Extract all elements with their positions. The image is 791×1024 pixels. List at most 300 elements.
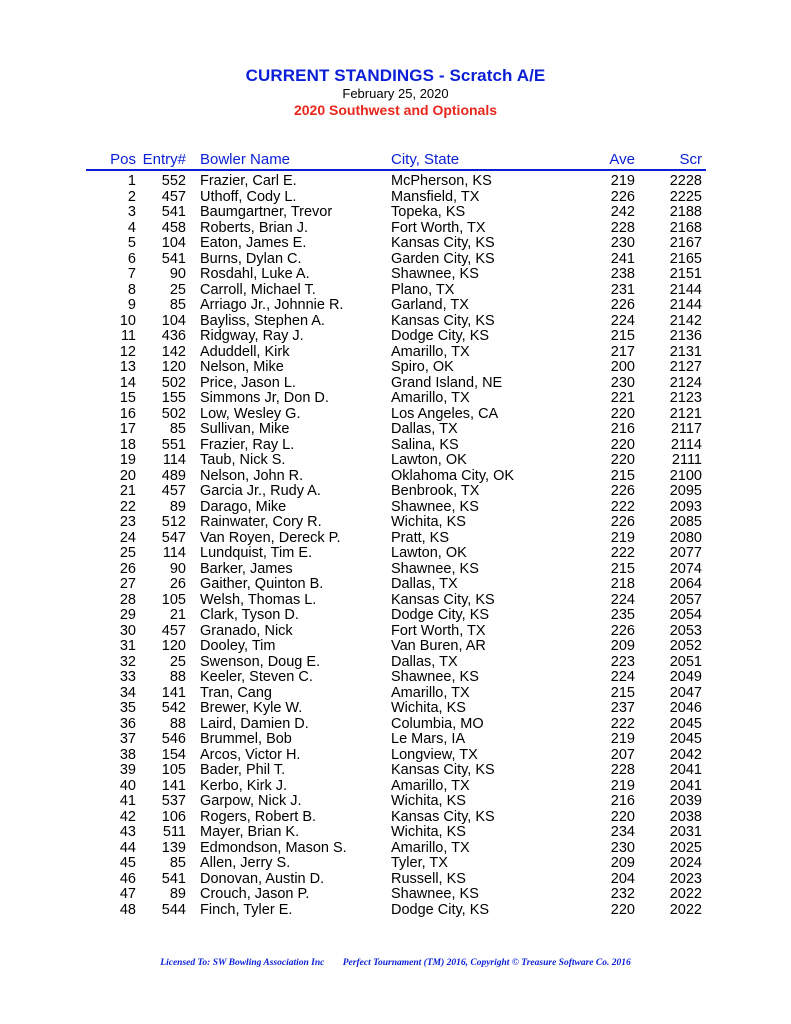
- row-city-state: Tyler, TX: [391, 855, 448, 871]
- row-city-state: Amarillo, TX: [391, 343, 470, 360]
- row-city-state: Amarillo, TX: [391, 390, 470, 406]
- row-scr: 2136: [669, 328, 702, 344]
- row-ave: 215: [610, 684, 635, 701]
- row-ave: 215: [610, 560, 635, 577]
- row-scr: 2117: [670, 421, 702, 437]
- row-entry: 114: [162, 545, 186, 561]
- row-ave: 218: [610, 576, 635, 592]
- row-entry: 105: [161, 591, 186, 608]
- row-ave: 235: [610, 607, 635, 623]
- row-ave: 216: [610, 793, 635, 809]
- row-city-state: Grand Island, NE: [391, 374, 503, 391]
- row-pos: 4: [127, 219, 136, 236]
- row-city-state: Longview, TX: [391, 746, 478, 763]
- header-scr: Scr: [679, 151, 702, 168]
- table-row: [0, 391, 791, 407]
- row-bowler-name: Taub, Nick S.: [200, 452, 286, 468]
- table-row: [0, 903, 791, 919]
- row-scr: 2123: [669, 390, 702, 406]
- row-city-state: Oklahoma City, OK: [391, 467, 515, 484]
- row-bowler-name: Aduddell, Kirk: [200, 343, 290, 360]
- row-city-state: Amarillo, TX: [391, 839, 470, 856]
- row-entry: 120: [161, 359, 186, 375]
- row-pos: 8: [127, 281, 136, 298]
- row-scr: 2022: [669, 886, 702, 902]
- table-row: [0, 763, 791, 779]
- row-ave: 221: [610, 390, 635, 406]
- row-ave: 220: [610, 405, 635, 422]
- row-bowler-name: Bader, Phil T.: [200, 762, 286, 778]
- row-pos: 2: [127, 188, 136, 205]
- row-city-state: Amarillo, TX: [391, 684, 470, 701]
- row-city-state: Mansfield, TX: [391, 188, 480, 205]
- row-scr: 2025: [669, 839, 702, 856]
- table-row: [0, 655, 791, 671]
- row-city-state: Spiro, OK: [391, 359, 454, 375]
- row-bowler-name: Price, Jason L.: [200, 374, 296, 391]
- row-bowler-name: Garpow, Nick J.: [200, 793, 302, 809]
- row-pos: 21: [119, 483, 136, 499]
- row-scr: 2188: [669, 204, 702, 220]
- row-city-state: Fort Worth, TX: [391, 219, 486, 236]
- row-pos: 38: [119, 746, 136, 763]
- row-scr: 2041: [669, 762, 702, 778]
- table-row: [0, 608, 791, 624]
- row-entry: 512: [161, 514, 186, 530]
- row-scr: 2064: [669, 576, 702, 592]
- row-ave: 230: [610, 374, 635, 391]
- table-row: [0, 469, 791, 485]
- row-scr: 2144: [669, 297, 702, 313]
- row-ave: 222: [610, 498, 635, 515]
- row-ave: 215: [610, 328, 635, 344]
- row-entry: 120: [161, 638, 186, 654]
- table-row: [0, 639, 791, 655]
- row-entry: 142: [161, 343, 186, 360]
- row-city-state: Shawnee, KS: [391, 498, 479, 515]
- row-bowler-name: Frazier, Ray L.: [200, 436, 295, 453]
- table-row: [0, 407, 791, 423]
- row-bowler-name: Finch, Tyler E.: [200, 901, 293, 918]
- row-bowler-name: Simmons Jr, Don D.: [200, 390, 329, 406]
- row-scr: 2057: [669, 591, 702, 608]
- row-bowler-name: Rosdahl, Luke A.: [200, 266, 310, 282]
- row-pos: 12: [119, 343, 136, 360]
- row-entry: 89: [169, 886, 186, 902]
- row-bowler-name: Crouch, Jason P.: [200, 886, 310, 902]
- row-pos: 45: [119, 855, 136, 871]
- table-row: [0, 515, 791, 531]
- row-bowler-name: Brewer, Kyle W.: [200, 700, 303, 716]
- row-ave: 238: [610, 266, 635, 282]
- table-row: [0, 856, 791, 872]
- row-pos: 13: [119, 359, 136, 375]
- table-row: [0, 562, 791, 578]
- row-bowler-name: Rainwater, Cory R.: [200, 514, 322, 530]
- row-scr: 2039: [669, 793, 702, 809]
- row-entry: 104: [161, 235, 186, 251]
- table-row: [0, 670, 791, 686]
- row-scr: 2165: [669, 250, 702, 267]
- row-bowler-name: Arriago Jr., Johnnie R.: [200, 297, 344, 313]
- report-date: February 25, 2020: [342, 86, 449, 101]
- row-ave: 223: [610, 653, 635, 670]
- row-scr: 2024: [669, 855, 702, 871]
- row-pos: 1: [127, 173, 136, 189]
- row-entry: 537: [161, 793, 186, 809]
- row-entry: 552: [161, 173, 186, 189]
- table-row: [0, 624, 791, 640]
- row-city-state: Shawnee, KS: [391, 560, 479, 577]
- row-scr: 2051: [669, 653, 702, 670]
- table-row: [0, 190, 791, 206]
- row-pos: 23: [119, 514, 136, 530]
- row-entry: 21: [169, 607, 186, 623]
- row-scr: 2038: [669, 808, 702, 825]
- row-scr: 2168: [669, 219, 702, 236]
- row-city-state: Salina, KS: [391, 436, 459, 453]
- row-pos: 9: [127, 297, 136, 313]
- row-entry: 90: [169, 266, 186, 282]
- standings-table: [0, 174, 791, 918]
- row-ave: 224: [610, 312, 635, 329]
- row-scr: 2031: [669, 824, 702, 840]
- row-bowler-name: Uthoff, Cody L.: [200, 188, 297, 205]
- row-entry: 85: [169, 421, 186, 437]
- row-entry: 542: [161, 700, 186, 716]
- table-row: [0, 577, 791, 593]
- row-ave: 220: [610, 436, 635, 453]
- row-ave: 226: [610, 188, 635, 205]
- row-pos: 35: [119, 700, 136, 716]
- row-pos: 33: [119, 669, 136, 685]
- row-city-state: Columbia, MO: [391, 715, 484, 732]
- row-ave: 216: [610, 421, 635, 437]
- row-bowler-name: Barker, James: [200, 560, 293, 577]
- row-bowler-name: Arcos, Victor H.: [200, 746, 301, 763]
- row-entry: 541: [161, 204, 186, 220]
- table-row: [0, 546, 791, 562]
- row-bowler-name: Gaither, Quinton B.: [200, 576, 324, 592]
- page-subtitle: 2020 Southwest and Optionals: [293, 102, 498, 118]
- row-entry: 141: [161, 777, 186, 794]
- row-city-state: Topeka, KS: [391, 204, 466, 220]
- row-city-state: Russell, KS: [391, 870, 466, 887]
- row-scr: 2080: [669, 529, 702, 546]
- row-bowler-name: Nelson, Mike: [200, 359, 284, 375]
- row-city-state: Kansas City, KS: [391, 312, 495, 329]
- table-row: [0, 500, 791, 516]
- row-city-state: Lawton, OK: [391, 545, 467, 561]
- row-city-state: Kansas City, KS: [391, 808, 495, 825]
- row-pos: 27: [119, 576, 136, 592]
- row-entry: 141: [161, 684, 186, 701]
- table-row: [0, 252, 791, 268]
- table-row: [0, 438, 791, 454]
- row-city-state: Benbrook, TX: [391, 483, 480, 499]
- table-row: [0, 701, 791, 717]
- row-city-state: Garland, TX: [391, 297, 469, 313]
- row-entry: 457: [161, 188, 186, 205]
- row-ave: 209: [610, 855, 635, 871]
- row-bowler-name: Allen, Jerry S.: [200, 855, 291, 871]
- row-bowler-name: Brummel, Bob: [200, 731, 292, 747]
- header-bowler-name: Bowler Name: [200, 151, 291, 168]
- header-divider: [86, 169, 706, 171]
- row-bowler-name: Carroll, Michael T.: [200, 281, 316, 298]
- row-entry: 544: [161, 901, 186, 918]
- row-city-state: Wichita, KS: [391, 824, 466, 840]
- row-ave: 220: [610, 808, 635, 825]
- row-ave: 215: [610, 467, 635, 484]
- row-ave: 200: [610, 359, 635, 375]
- row-city-state: Dallas, TX: [391, 653, 458, 670]
- row-scr: 2042: [669, 746, 702, 763]
- table-row: [0, 174, 791, 190]
- row-bowler-name: Dooley, Tim: [200, 638, 276, 654]
- table-row: [0, 841, 791, 857]
- row-scr: 2131: [669, 343, 702, 360]
- row-scr: 2077: [669, 545, 702, 561]
- row-city-state: Shawnee, KS: [391, 886, 479, 902]
- row-ave: 228: [610, 762, 635, 778]
- row-pos: 48: [119, 901, 136, 918]
- row-pos: 46: [119, 870, 136, 887]
- row-ave: 242: [610, 204, 635, 220]
- row-scr: 2151: [669, 266, 702, 282]
- row-entry: 155: [161, 390, 186, 406]
- table-row: [0, 732, 791, 748]
- row-pos: 26: [119, 560, 136, 577]
- row-city-state: Garden City, KS: [391, 250, 495, 267]
- table-row: [0, 484, 791, 500]
- table-row: [0, 360, 791, 376]
- row-pos: 41: [119, 793, 136, 809]
- row-entry: 457: [161, 483, 186, 499]
- row-entry: 26: [169, 576, 186, 592]
- row-city-state: Lawton, OK: [391, 452, 467, 468]
- header-pos: Pos: [110, 151, 136, 168]
- row-entry: 489: [161, 467, 186, 484]
- row-bowler-name: Granado, Nick: [200, 622, 293, 639]
- row-pos: 11: [120, 328, 136, 344]
- row-bowler-name: Nelson, John R.: [200, 467, 304, 484]
- row-bowler-name: Keeler, Steven C.: [200, 669, 313, 685]
- row-bowler-name: Clark, Tyson D.: [200, 607, 299, 623]
- row-scr: 2045: [669, 715, 702, 732]
- row-ave: 219: [610, 731, 635, 747]
- footer-copyright: Perfect Tournament (TM) 2016, Copyright © Treasure Software Co. 2016: [342, 958, 631, 968]
- table-row: [0, 686, 791, 702]
- row-entry: 547: [161, 529, 186, 546]
- row-pos: 19: [119, 452, 136, 468]
- table-row: [0, 872, 791, 888]
- row-pos: 24: [119, 529, 136, 546]
- row-city-state: Kansas City, KS: [391, 235, 495, 251]
- row-scr: 2023: [669, 870, 702, 887]
- table-row: [0, 236, 791, 252]
- row-scr: 2053: [669, 622, 702, 639]
- row-entry: 114: [162, 452, 186, 468]
- row-city-state: Plano, TX: [391, 281, 455, 298]
- row-pos: 32: [119, 653, 136, 670]
- row-city-state: Dodge City, KS: [391, 328, 490, 344]
- row-scr: 2114: [670, 436, 702, 453]
- row-ave: 226: [610, 514, 635, 530]
- row-city-state: Dodge City, KS: [391, 607, 490, 623]
- row-scr: 2228: [669, 173, 702, 189]
- row-scr: 2041: [669, 777, 702, 794]
- row-city-state: Dallas, TX: [391, 421, 458, 437]
- row-ave: 220: [610, 901, 635, 918]
- row-scr: 2142: [669, 312, 702, 329]
- table-row: [0, 314, 791, 330]
- row-pos: 28: [119, 591, 136, 608]
- row-ave: 219: [610, 529, 635, 546]
- row-bowler-name: Low, Wesley G.: [200, 405, 301, 422]
- row-entry: 88: [169, 715, 186, 732]
- row-ave: 207: [610, 746, 635, 763]
- row-scr: 2111: [671, 452, 702, 468]
- row-bowler-name: Laird, Damien D.: [200, 715, 309, 732]
- row-city-state: Fort Worth, TX: [391, 622, 486, 639]
- row-pos: 36: [119, 715, 136, 732]
- row-bowler-name: Ridgway, Ray J.: [200, 328, 304, 344]
- table-row: [0, 779, 791, 795]
- footer-licensed: Licensed To: SW Bowling Association Inc: [160, 958, 325, 968]
- row-bowler-name: Darago, Mike: [200, 498, 287, 515]
- table-row: [0, 329, 791, 345]
- row-scr: 2121: [669, 405, 702, 422]
- row-city-state: Shawnee, KS: [391, 669, 479, 685]
- row-pos: 14: [119, 374, 136, 391]
- row-entry: 436: [161, 328, 186, 344]
- row-city-state: Los Angeles, CA: [391, 405, 499, 422]
- header-ave: Ave: [609, 151, 635, 168]
- table-row: [0, 825, 791, 841]
- row-scr: 2093: [669, 498, 702, 515]
- table-row: [0, 205, 791, 221]
- row-scr: 2085: [669, 514, 702, 530]
- row-pos: 25: [119, 545, 136, 561]
- row-scr: 2045: [669, 731, 702, 747]
- row-entry: 104: [161, 312, 186, 329]
- row-pos: 44: [119, 839, 136, 856]
- row-scr: 2225: [669, 188, 702, 205]
- footer: [0, 958, 791, 968]
- row-bowler-name: Edmondson, Mason S.: [200, 839, 347, 856]
- row-ave: 226: [610, 622, 635, 639]
- row-pos: 15: [119, 390, 136, 406]
- row-entry: 502: [161, 405, 186, 422]
- row-entry: 502: [161, 374, 186, 391]
- row-city-state: Dallas, TX: [391, 576, 458, 592]
- row-entry: 154: [161, 746, 186, 763]
- row-city-state: Kansas City, KS: [391, 591, 495, 608]
- row-pos: 31: [119, 638, 136, 654]
- row-entry: 25: [169, 281, 186, 298]
- row-pos: 17: [119, 421, 136, 437]
- row-city-state: Van Buren, AR: [391, 638, 486, 654]
- row-ave: 222: [610, 545, 635, 561]
- table-row: [0, 267, 791, 283]
- row-bowler-name: Van Royen, Dereck P.: [200, 529, 341, 546]
- table-row: [0, 283, 791, 299]
- row-scr: 2047: [669, 684, 702, 701]
- row-pos: 6: [127, 250, 136, 267]
- row-bowler-name: Frazier, Carl E.: [200, 173, 297, 189]
- row-bowler-name: Roberts, Brian J.: [200, 219, 308, 236]
- row-scr: 2022: [669, 901, 702, 918]
- row-ave: 230: [610, 235, 635, 251]
- row-scr: 2144: [669, 281, 702, 298]
- row-pos: 34: [119, 684, 136, 701]
- row-pos: 16: [119, 405, 136, 422]
- row-ave: 241: [610, 250, 635, 267]
- table-row: [0, 887, 791, 903]
- row-scr: 2049: [669, 669, 702, 685]
- row-ave: 224: [610, 669, 635, 685]
- row-bowler-name: Rogers, Robert B.: [200, 808, 317, 825]
- table-row: [0, 345, 791, 361]
- row-scr: 2074: [669, 560, 702, 577]
- row-pos: 18: [119, 436, 136, 453]
- table-row: [0, 593, 791, 609]
- row-ave: 228: [610, 219, 635, 236]
- row-pos: 5: [127, 235, 136, 251]
- row-entry: 25: [169, 653, 186, 670]
- row-entry: 88: [169, 669, 186, 685]
- row-bowler-name: Burns, Dylan C.: [200, 250, 302, 267]
- row-pos: 39: [119, 762, 136, 778]
- row-pos: 37: [119, 731, 136, 747]
- row-scr: 2167: [669, 235, 702, 251]
- row-pos: 43: [119, 824, 136, 840]
- row-bowler-name: Tran, Cang: [200, 684, 272, 701]
- row-scr: 2046: [669, 700, 702, 716]
- row-bowler-name: Eaton, James E.: [200, 235, 307, 251]
- row-ave: 226: [610, 483, 635, 499]
- row-pos: 7: [127, 266, 136, 282]
- row-pos: 3: [127, 204, 136, 220]
- row-pos: 42: [119, 808, 136, 825]
- row-bowler-name: Bayliss, Stephen A.: [200, 312, 325, 329]
- row-bowler-name: Lundquist, Tim E.: [200, 545, 313, 561]
- row-bowler-name: Baumgartner, Trevor: [200, 204, 333, 220]
- row-ave: 217: [610, 343, 635, 360]
- row-pos: 20: [119, 467, 136, 484]
- table-row: [0, 531, 791, 547]
- row-bowler-name: Kerbo, Kirk J.: [200, 777, 288, 794]
- header-entry: Entry#: [142, 151, 186, 168]
- row-entry: 457: [161, 622, 186, 639]
- row-pos: 40: [119, 777, 136, 794]
- row-ave: 232: [610, 886, 635, 902]
- row-city-state: Kansas City, KS: [391, 762, 495, 778]
- row-entry: 546: [161, 731, 186, 747]
- row-entry: 541: [161, 870, 186, 887]
- row-city-state: McPherson, KS: [391, 173, 492, 189]
- row-entry: 106: [161, 808, 186, 825]
- table-row: [0, 453, 791, 469]
- row-city-state: Pratt, KS: [391, 529, 450, 546]
- row-entry: 85: [169, 297, 186, 313]
- row-scr: 2095: [669, 483, 702, 499]
- row-bowler-name: Garcia Jr., Rudy A.: [200, 483, 321, 499]
- row-entry: 85: [169, 855, 186, 871]
- row-ave: 220: [610, 452, 635, 468]
- row-pos: 22: [119, 498, 136, 515]
